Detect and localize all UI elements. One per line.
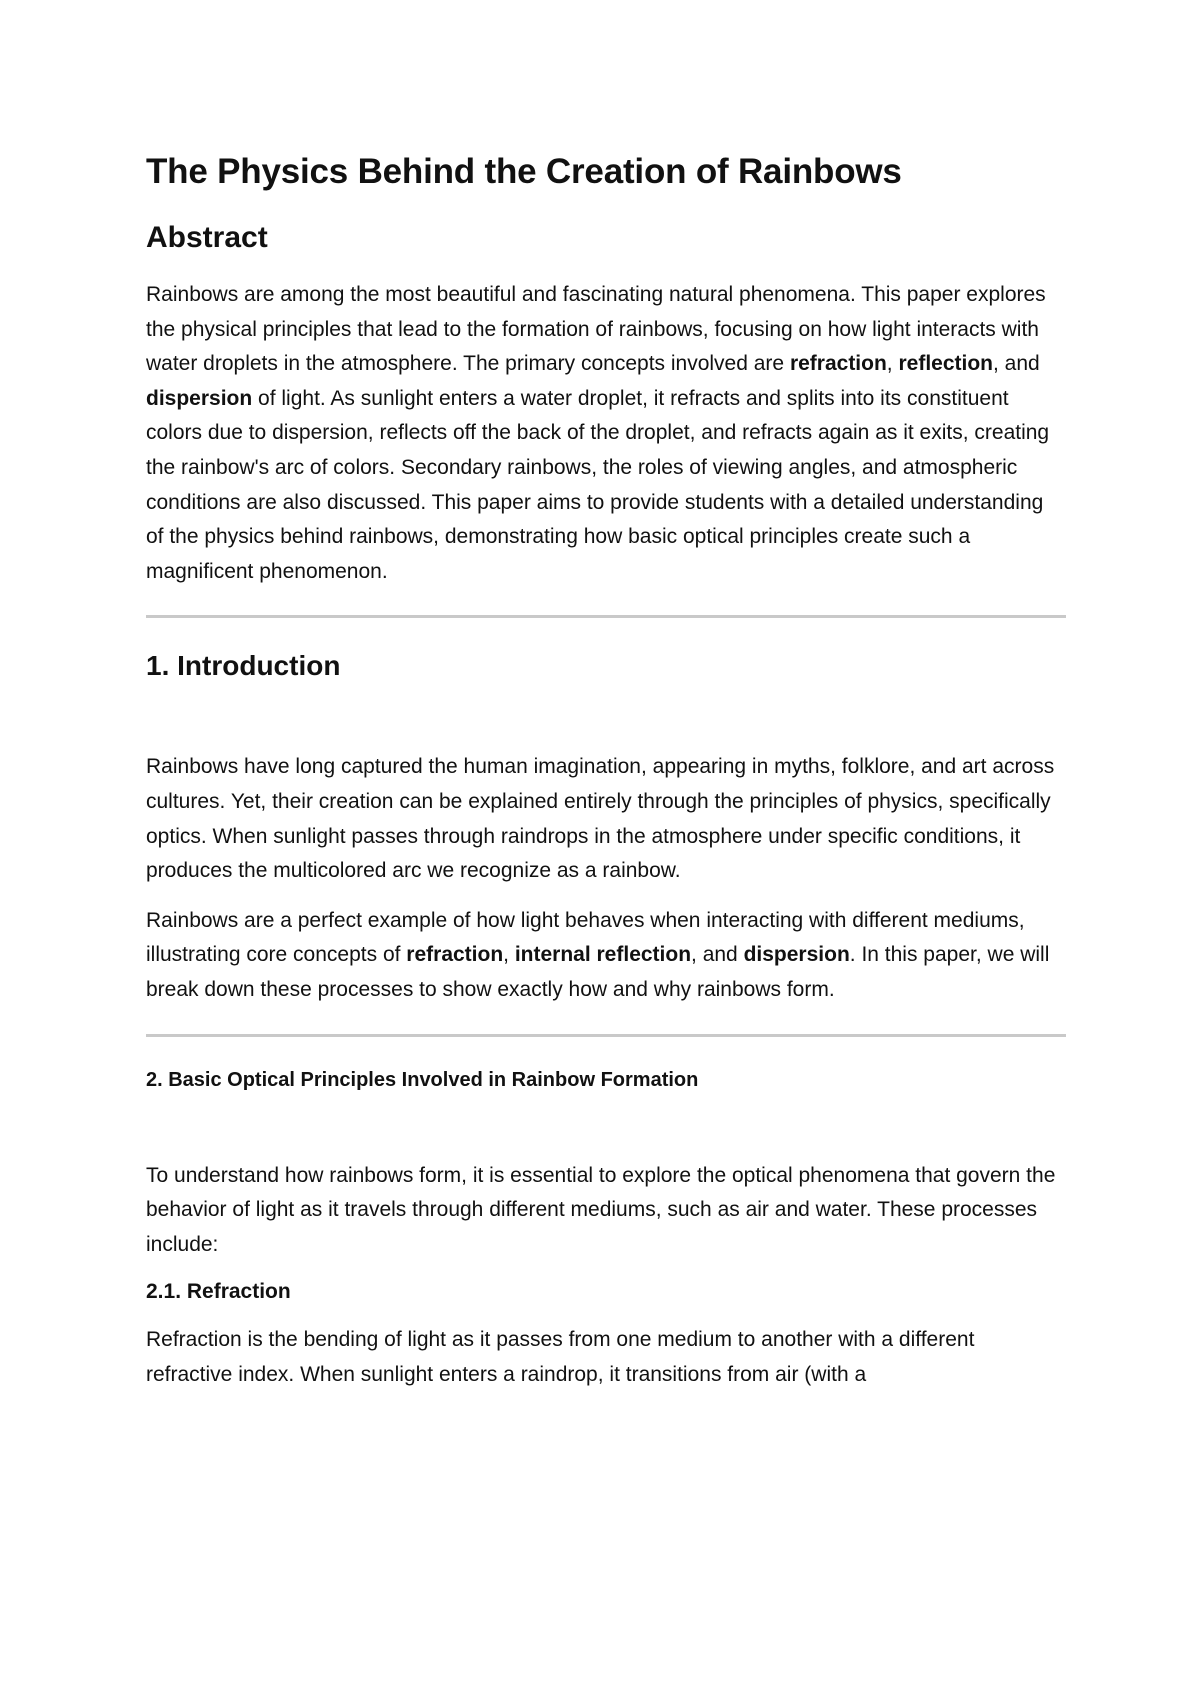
subsection-2-1-paragraph: Refraction is the bending of light as it passes from one medium to another with a different refractive index. When sunlight enters a raindrop, it transitions from air (with a (146, 1328, 975, 1386)
abstract-separator-2: , and (993, 352, 1040, 376)
abstract-text-end: of light. As sunlight enters a water droplet, it refracts and splits into its constituent colors due to dispersion, reflects off the back of the droplet, and refracts again as it exits, creating the rainbow's arc of colors. Secondary rainbows, the roles of viewing angles, and atmospheric conditions are also discussed. This paper aims to provide students with a detailed understanding of the physics behind rainbows, demonstrating how basic optical principles create such a magnificent phenomenon. (146, 386, 1050, 583)
introduction-heading: 1. Introduction (146, 650, 341, 682)
intro-bold-dispersion: dispersion (743, 943, 850, 967)
abstract-bold-dispersion: dispersion (146, 386, 253, 410)
intro-text-start: Rainbows are a perfect example of how light behaves when interacting with different mediums, illustrating core concepts of (146, 908, 1025, 967)
introduction-paragraph-1: Rainbows have long captured the human imagination, appearing in myths, folklore, and art across cultures. Yet, their creation can be explained entirely through the principles of physics, specifically optics. When sunlight passes through raindrops in the atmosphere under specific conditions, it produces the multicolored arc we recognize as a rainbow. (146, 755, 1055, 883)
intro-bold-internal-reflection: internal reflection (514, 943, 692, 967)
abstract-text-start: Rainbows are among the most beautiful and fascinating natural phenomena. This paper explores the physical principles that lead to the formation of rainbows, focusing on how light interacts with water droplets in the atmosphere. The primary concepts involved are (146, 283, 1046, 376)
abstract-paragraph (146, 278, 1066, 589)
section-2-paragraph-1: To understand how rainbows form, it is essential to explore the optical phenomena that govern the behavior of light as it travels through different mediums, such as air and water. These processes include: (146, 1163, 1056, 1256)
introduction-paragraph-2 (146, 904, 1066, 1008)
intro-separator-2: , and (691, 943, 744, 967)
paper-title: The Physics Behind the Creation of Rainbows (146, 152, 902, 191)
section-2-heading: 2. Basic Optical Principles Involved in Rainbow Formation (146, 1068, 699, 1091)
abstract-heading: Abstract (146, 221, 268, 254)
abstract-bold-refraction: refraction (789, 352, 887, 376)
section-divider (146, 615, 1066, 618)
intro-text-end: . In this paper, we will break down these processes to show exactly how and why rainbows form. (146, 943, 1050, 1001)
intro-separator-1: , (503, 943, 515, 967)
abstract-separator-1: , (886, 352, 899, 376)
intro-bold-refraction: refraction (406, 943, 504, 967)
document-page (146, 148, 1066, 1407)
subsection-2-1-heading: 2.1. Refraction (146, 1280, 291, 1304)
section-divider (146, 1034, 1066, 1037)
abstract-bold-reflection: reflection (898, 352, 993, 376)
